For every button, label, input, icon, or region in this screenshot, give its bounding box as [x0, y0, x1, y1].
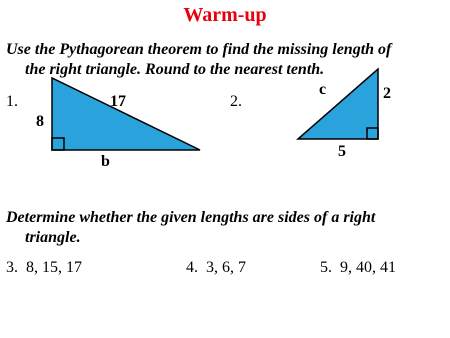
- instructions-2-line2: triangle.: [25, 229, 81, 246]
- triangle-1: [52, 78, 200, 150]
- problem-5-values: 9, 40, 41: [340, 259, 396, 276]
- problem-4: [186, 260, 246, 276]
- problem-5-number: 5.: [320, 259, 332, 276]
- instructions-line2: the right triangle. Round to the nearest tenth.: [25, 61, 325, 78]
- problem-4-values: 3, 6, 7: [206, 259, 246, 276]
- problem-4-number: 4.: [186, 259, 198, 276]
- problem-5: [320, 260, 396, 276]
- problem-2-horizontal-leg-label: 5: [338, 143, 346, 160]
- problem-3-number: 3.: [6, 259, 18, 276]
- problem-1-number: 1.: [6, 93, 18, 110]
- problem-2-vertical-leg-label: 2: [383, 85, 391, 102]
- page-title: Warm-up: [183, 4, 267, 26]
- triangle-2: [298, 69, 378, 139]
- problem-2-number: 2.: [230, 93, 242, 110]
- problem-3-values: 8, 15, 17: [26, 259, 82, 276]
- problem-1-leg-label: 8: [36, 113, 44, 130]
- instructions-line1: Use the Pythagorean theorem to find the missing length of: [6, 41, 392, 58]
- problem-1-hypotenuse-label: 17: [110, 93, 126, 110]
- problem-3: [6, 260, 82, 276]
- instructions-2-line1: Determine whether the given lengths are sides of a right: [6, 209, 376, 226]
- problem-2-hypotenuse-label: c: [319, 81, 327, 98]
- problem-1-unknown-label: b: [101, 153, 110, 170]
- instructions-2: [6, 208, 436, 248]
